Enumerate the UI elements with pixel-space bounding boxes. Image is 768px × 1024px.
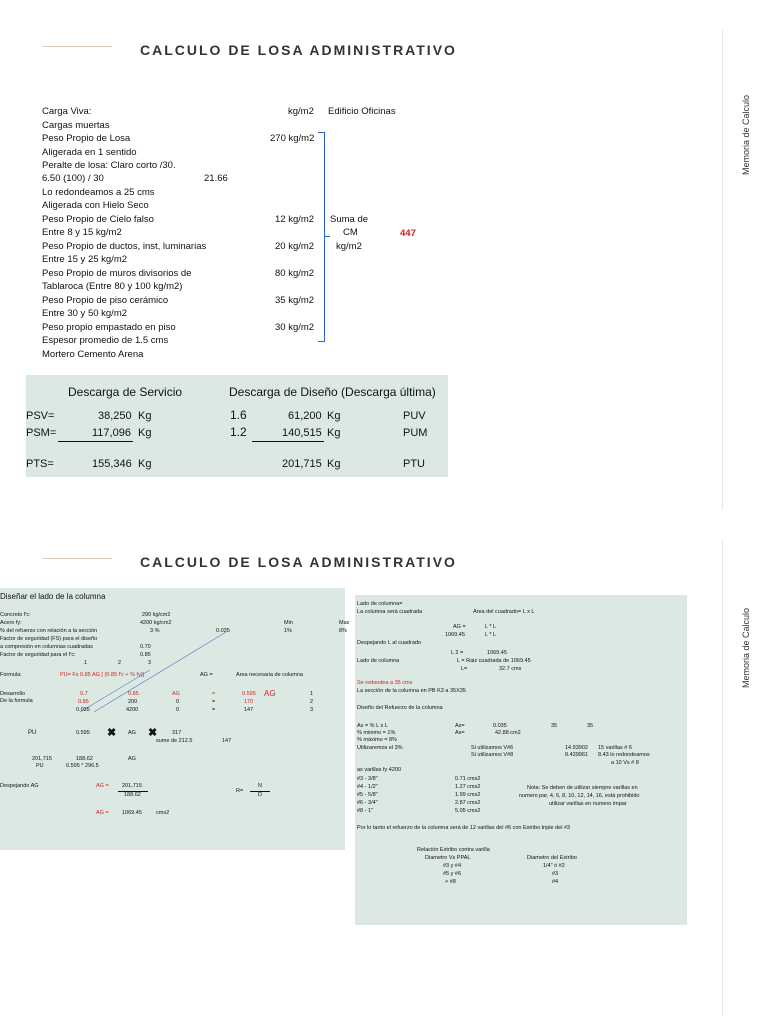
- row-label: Peso Propio de ductos, inst, luminarias: [42, 241, 207, 252]
- ag-den: 188.62: [124, 792, 141, 798]
- as-line: 8.43 lo redondeamos: [598, 752, 650, 758]
- varilla-name: #8 - 1": [357, 808, 374, 814]
- psv-unit: Kg: [138, 410, 152, 422]
- r1-g: 1: [310, 691, 314, 697]
- relacion-heading: Relación Estribo contra varilla: [417, 847, 490, 853]
- sidebar-label: Memoria de Calculo: [741, 94, 751, 175]
- varilla-area: 1.27 cms2: [455, 784, 481, 790]
- pum-label: PUM: [403, 427, 428, 439]
- num-2: 2: [118, 660, 122, 666]
- r1-b: 0.85: [128, 691, 139, 697]
- ag-result: 1069.45: [122, 810, 142, 816]
- pts-unit: Kg: [138, 458, 152, 470]
- r1-c: AG: [172, 691, 180, 697]
- value-317: 317: [172, 730, 182, 736]
- psm-underline: [58, 441, 133, 442]
- row-value: kg/m2: [288, 106, 314, 117]
- text-line: L=: [461, 666, 468, 672]
- as-line: Utilizaremos el 3%: [357, 745, 403, 751]
- pum-underline: [252, 441, 324, 442]
- row-label: Cargas muertas: [42, 120, 110, 131]
- psv-value: 38,250: [98, 410, 132, 422]
- as-line: 35: [587, 723, 594, 729]
- panel-heading: Diseñar el lado de la columna: [0, 592, 106, 601]
- line-label: Factor de seguridad (FS) para el diseño: [0, 636, 98, 642]
- descarga-table: [26, 375, 448, 477]
- relacion-col-2: Diametro del Estribo: [527, 855, 577, 861]
- line-value: 4200 kg/cm2: [140, 620, 172, 626]
- nota-line: utilizar varillas en numero impar: [549, 801, 627, 807]
- row-label: Entre 15 y 25 kg/m2: [42, 254, 128, 265]
- sum-bracket: [318, 132, 325, 342]
- line-value: 3 %: [150, 628, 160, 634]
- r2-b: 200: [128, 699, 138, 705]
- as-line: As = % L x L: [357, 723, 388, 729]
- r2-e: 170: [244, 699, 254, 705]
- cm-total: 447: [400, 228, 416, 239]
- row-label: Lo redondeamos a 25 cms: [42, 187, 155, 198]
- header-diseno: Descarga de Diseño (Descarga última): [229, 385, 436, 399]
- de-la-formula-label: De la formula: [0, 698, 33, 704]
- as-line: 14.93902: [565, 745, 588, 751]
- puv-value: 61,200: [288, 410, 322, 422]
- sidebar-label: Memoria de Calculo: [741, 607, 751, 688]
- line-label: Acero fy:: [0, 620, 22, 626]
- varilla-area: 2.87 cms2: [455, 800, 481, 806]
- ptu-value: 201,715: [282, 458, 322, 470]
- r1-d: =: [212, 691, 216, 697]
- varilla-area: 5.05 cms2: [455, 808, 481, 814]
- text-line: Lado de columna: [357, 658, 400, 664]
- row-label: Peso Propio de muros divisorios de: [42, 268, 192, 279]
- text-line: L * L: [485, 632, 497, 638]
- ag-eq: AG =: [200, 672, 213, 678]
- r3-a: 0.035: [76, 707, 90, 713]
- r-eq: R=: [236, 788, 244, 794]
- page-title: CALCULO DE LOSA ADMINISTRATIVO: [140, 554, 457, 570]
- row-value: 80 kg/m2: [275, 268, 315, 279]
- line-value: 0.85: [140, 652, 151, 658]
- as-line: 35: [551, 723, 558, 729]
- multiply-icon: ✖: [148, 727, 158, 739]
- r3-c: 0: [176, 707, 180, 713]
- row-label: Peso Propio de Cielo falso: [42, 214, 154, 225]
- sidebar-divider: [722, 30, 723, 510]
- desarrollo-label: Desarrollo: [0, 691, 26, 697]
- nota-line: Nota: Se deben de utilizar siempre varillas en: [527, 785, 638, 791]
- relacion-a: > #8: [445, 879, 456, 885]
- text-line: Area del cuadrado= L x L: [473, 609, 535, 615]
- psm-value: 117,096: [92, 427, 131, 439]
- mid-value: 0.035: [216, 628, 230, 634]
- as-line: As=: [455, 723, 465, 729]
- puv-factor: 1.6: [230, 408, 247, 422]
- ag-desc: Area necesaria de columna: [236, 672, 303, 678]
- pum-unit: Kg: [327, 427, 341, 439]
- nota-line: numero par, 4, 6, 8, 10, 12, 14, 16, está prohibido: [519, 793, 640, 799]
- refuerzo-panel: [355, 595, 687, 925]
- max-value: 8%: [339, 628, 347, 634]
- r-num: N: [258, 783, 262, 789]
- text-line: AG =: [453, 624, 466, 630]
- as-line: Si utilizamos V#8: [471, 752, 514, 758]
- as-line: 0.035: [493, 723, 507, 729]
- pu2-label: PU: [36, 763, 44, 769]
- row-value: 21.66: [204, 173, 228, 184]
- line-value: 0.70: [140, 644, 151, 650]
- varillas-heading: as varillas fy 4200: [357, 767, 402, 773]
- r2-d: =: [212, 699, 216, 705]
- as-line: % minimo = 1%: [357, 730, 396, 736]
- r3-d: =: [212, 707, 216, 713]
- page-2: [0, 520, 768, 1024]
- row-label: Mortero Cemento Arena: [42, 349, 144, 360]
- page-title: CALCULO DE LOSA ADMINISTRATIVO: [140, 42, 457, 58]
- pu2-b: 188.62: [76, 756, 93, 762]
- text-line: 1069.45: [445, 632, 465, 638]
- ag-formula-eq: AG =: [96, 783, 109, 789]
- relacion-b: #4: [552, 879, 559, 885]
- as-line: % máximo = 8%: [357, 737, 397, 743]
- r1-f: AG: [264, 689, 276, 698]
- r2-a: 0.85: [78, 699, 89, 705]
- row-value: 270 kg/m2: [270, 133, 315, 144]
- line-label: Concreto f'c:: [0, 612, 31, 618]
- as-line: 42.88 cm2: [495, 730, 521, 736]
- sum-bracket-tick: [324, 236, 330, 237]
- row-label: Peso Propio de piso cerámico: [42, 295, 169, 306]
- row-label: Peralte de losa: Claro corto /30.: [42, 160, 176, 171]
- text-line: L = Raiz cuadrada de 1069.45: [457, 658, 531, 664]
- row-label: Peso Propio de Losa: [42, 133, 131, 144]
- r-den: D: [258, 792, 262, 798]
- row-label: Peso propio empastado en piso: [42, 322, 176, 333]
- text-line: La sección de la columna en PB K3 a 35X35: [357, 688, 466, 694]
- relacion-a: #3 y #4: [443, 863, 462, 869]
- row-label: Aligerada con Hielo Seco: [42, 200, 149, 211]
- formula-guide-lines: [0, 588, 345, 850]
- r2-c: 0: [176, 699, 180, 705]
- pu2-eq: 0.595 * 296.5: [66, 763, 99, 769]
- row-label: Entre 30 y 50 kg/m2: [42, 308, 128, 319]
- columna-panel: [0, 588, 350, 850]
- varilla-name: #4 - 1/2": [357, 784, 378, 790]
- num-1: 1: [84, 660, 88, 666]
- line-value: 290 kg/cm2: [142, 612, 171, 618]
- line-label: Factor de seguridad para el f'c:: [0, 652, 76, 658]
- value-147: 147: [222, 738, 232, 744]
- ptu-unit: Kg: [327, 458, 341, 470]
- r2-f: 2: [310, 699, 314, 705]
- r3-e: 147: [244, 707, 254, 713]
- row-label: Carga Viva:: [42, 106, 92, 117]
- num-3: 3: [148, 660, 152, 666]
- row-note: kg/m2: [336, 241, 362, 252]
- row-value: 35 kg/m2: [275, 295, 315, 306]
- varilla-name: #5 - 5/8": [357, 792, 378, 798]
- as-line: 8.439961: [565, 752, 588, 758]
- r1-e: 0.595: [242, 691, 256, 697]
- varilla-area: 1.99 cms2: [455, 792, 481, 798]
- row-label: Espesor promedio de 1.5 cms: [42, 335, 169, 346]
- ag-label: AG: [128, 730, 136, 736]
- ptu-label: PTU: [403, 458, 425, 470]
- varilla-name: #3 - 3/8": [357, 776, 378, 782]
- conclusion: Por lo tanto el refuerzo de la columna será de 12 varillas del #6 con Estribo triple del #3: [357, 825, 571, 831]
- pu2-c: AG: [128, 756, 136, 762]
- text-line: 1069.45: [487, 650, 507, 656]
- pu-value: 0.595: [76, 730, 90, 736]
- text-line: L 2 =: [451, 650, 464, 656]
- line-label: % del refuerzo con relación a la sección: [0, 628, 98, 634]
- puv-label: PUV: [403, 410, 426, 422]
- relacion-b: #3: [552, 871, 559, 877]
- row-label: 6.50 (100) / 30: [42, 173, 104, 184]
- ag-result-unit: cms2: [156, 810, 170, 816]
- row-value: 30 kg/m2: [275, 322, 315, 333]
- row-note: Suma de: [330, 214, 369, 225]
- text-line: La columna será cuadrada: [357, 609, 423, 615]
- pu2-a: 201,715: [32, 756, 52, 762]
- pum-value: 140,515: [282, 427, 322, 439]
- text-line: Lado de columna=: [357, 601, 403, 607]
- puv-unit: Kg: [327, 410, 341, 422]
- pu-label: PU: [28, 730, 37, 736]
- max-label: Max: [339, 620, 350, 626]
- varilla-name: #6 - 3/4": [357, 800, 378, 806]
- psm-label: PSM=: [26, 427, 57, 439]
- psv-label: PSV=: [26, 410, 55, 422]
- as-line: 15 varillas # 6: [598, 745, 632, 751]
- formula-label: Formula:: [0, 672, 22, 678]
- as-line: Si utilizamos V#6: [471, 745, 514, 751]
- line-label: a compresión en columnas cuadradas: [0, 644, 93, 650]
- as-line: As=: [455, 730, 465, 736]
- text-line: Se redondea a 35 cms: [357, 680, 413, 686]
- row-label: Aligerada en 1 sentido: [42, 147, 137, 158]
- sum-label: sume de 212.5: [156, 738, 193, 744]
- row-note: Edificio Oficinas: [328, 106, 396, 117]
- ag-result-eq: AG =: [96, 810, 109, 816]
- sidebar-divider: [722, 540, 723, 1016]
- r1-a: 0.7: [80, 691, 88, 697]
- min-value: 1%: [284, 628, 292, 634]
- r3-f: 3: [310, 707, 314, 713]
- pts-value: 155,346: [92, 458, 132, 470]
- row-label: Entre 8 y 15 kg/m2: [42, 227, 122, 238]
- guide-line: [80, 670, 150, 712]
- formula: PU= Fs 0.85 AG [ (0.85 f'c + % fy)]: [60, 672, 145, 678]
- header-servicio: Descarga de Servicio: [68, 385, 183, 399]
- psm-unit: Kg: [138, 427, 152, 439]
- guide-line: [94, 632, 226, 712]
- row-value: 20 kg/m2: [275, 241, 315, 252]
- relacion-col-1: Diametro Vs PPAL: [425, 855, 471, 861]
- text-line: L * L: [485, 624, 497, 630]
- relacion-a: #5 y #6: [443, 871, 462, 877]
- r3-b: 4200: [126, 707, 139, 713]
- pum-factor: 1.2: [230, 425, 247, 439]
- ag-num: 201,715: [122, 783, 142, 789]
- accent-rule: [42, 558, 112, 559]
- varilla-area: 0.71 cms2: [455, 776, 481, 782]
- multiply-icon: ✖: [107, 727, 117, 739]
- accent-rule: [42, 46, 112, 47]
- text-line: Diseño del Refuerzo de la columna: [357, 705, 443, 711]
- pts-label: PTS=: [26, 458, 54, 470]
- relacion-b: 1/4" ó #2: [543, 863, 565, 869]
- row-label: Tablaroca (Entre 80 y 100 kg/m2): [42, 281, 183, 292]
- text-line: Despejando L al cuadrado: [357, 640, 422, 646]
- row-value: 12 kg/m2: [275, 214, 315, 225]
- text-line: 32.7 cms: [499, 666, 522, 672]
- as-line: a 10 Vs # 8: [611, 760, 639, 766]
- row-note: CM: [343, 227, 358, 238]
- despejando-label: Despejando AG: [0, 783, 39, 789]
- min-label: Min: [284, 620, 293, 626]
